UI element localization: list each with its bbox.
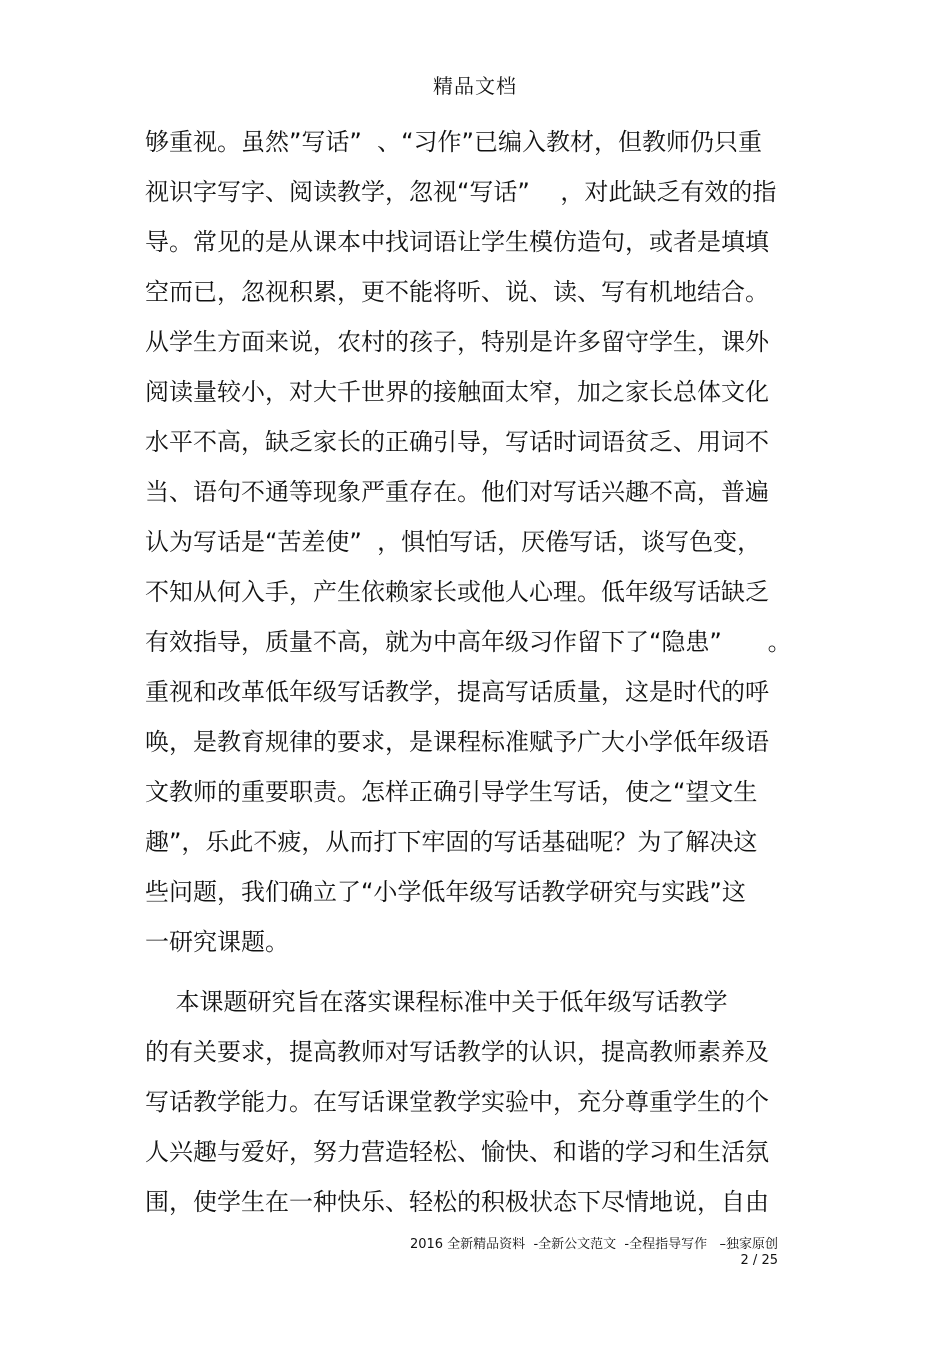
- body-line: 视识字写字、阅读教学，忽视“写话” ，对此缺乏有效的指: [145, 178, 777, 206]
- body-line: 写话教学能力。在写话课堂教学实验中，充分尊重学生的个: [145, 1088, 769, 1116]
- body-line: 认为写话是“苦差使” ，惧怕写话，厌倦写话，谈写色变，: [145, 528, 762, 556]
- body-line: 当、语句不通等现象严重存在。他们对写话兴趣不高，普遍: [145, 478, 769, 506]
- body-line: 的有关要求，提高教师对写话教学的认识，提高教师素养及: [145, 1038, 769, 1066]
- body-line: 重视和改革低年级写话教学，提高写话质量，这是时代的呼: [145, 678, 769, 706]
- body-line: 有效指导，质量不高，就为中高年级习作留下了“隐患” 。: [145, 628, 792, 656]
- document-body: [145, 124, 825, 1234]
- paragraph-first-line: 本课题研究旨在落实课程标准中关于低年级写话教学: [145, 988, 728, 1016]
- footer-source-text: 2016 全新精品资料 -全新公文范文 -全程指导写作 –独家原创: [409, 1237, 778, 1252]
- body-line: 文教师的重要职责。怎样正确引导学生写话，使之“望文生: [145, 778, 758, 806]
- body-line: 人兴趣与爱好，努力营造轻松、愉快、和谐的学习和生活氛: [145, 1138, 769, 1166]
- body-line: 些问题，我们确立了“小学低年级写话教学研究与实践”这: [145, 878, 746, 906]
- body-line: 空而已，忽视积累，更不能将听、说、读、写有机地结合。: [145, 278, 769, 306]
- page-header-title: 精品文档: [433, 74, 517, 98]
- body-line: 唤，是教育规律的要求，是课程标准赋予广大小学低年级语: [145, 728, 769, 756]
- body-line: 一研究课题。: [145, 928, 289, 956]
- body-line: 阅读量较小，对大千世界的接触面太窄，加之家长总体文化: [145, 378, 769, 406]
- page-number: 2 / 25: [740, 1253, 778, 1268]
- body-line: 不知从何入手，产生依赖家长或他人心理。低年级写话缺乏: [145, 578, 769, 606]
- body-line: 围，使学生在一种快乐、轻松的积极状态下尽情地说，自由: [145, 1188, 769, 1216]
- body-line: 水平不高，缺乏家长的正确引导，写话时词语贫乏、用词不: [145, 428, 769, 456]
- body-line: 导。常见的是从课本中找词语让学生模仿造句，或者是填填: [145, 228, 769, 256]
- body-line: 够重视。虽然”写话” 、“习作”已编入教材，但教师仍只重: [145, 128, 762, 156]
- body-line: 从学生方面来说，农村的孩子，特别是许多留守学生，课外: [145, 328, 769, 356]
- body-line: 趣”，乐此不疲，从而打下牢固的写话基础呢？为了解决这: [145, 828, 758, 856]
